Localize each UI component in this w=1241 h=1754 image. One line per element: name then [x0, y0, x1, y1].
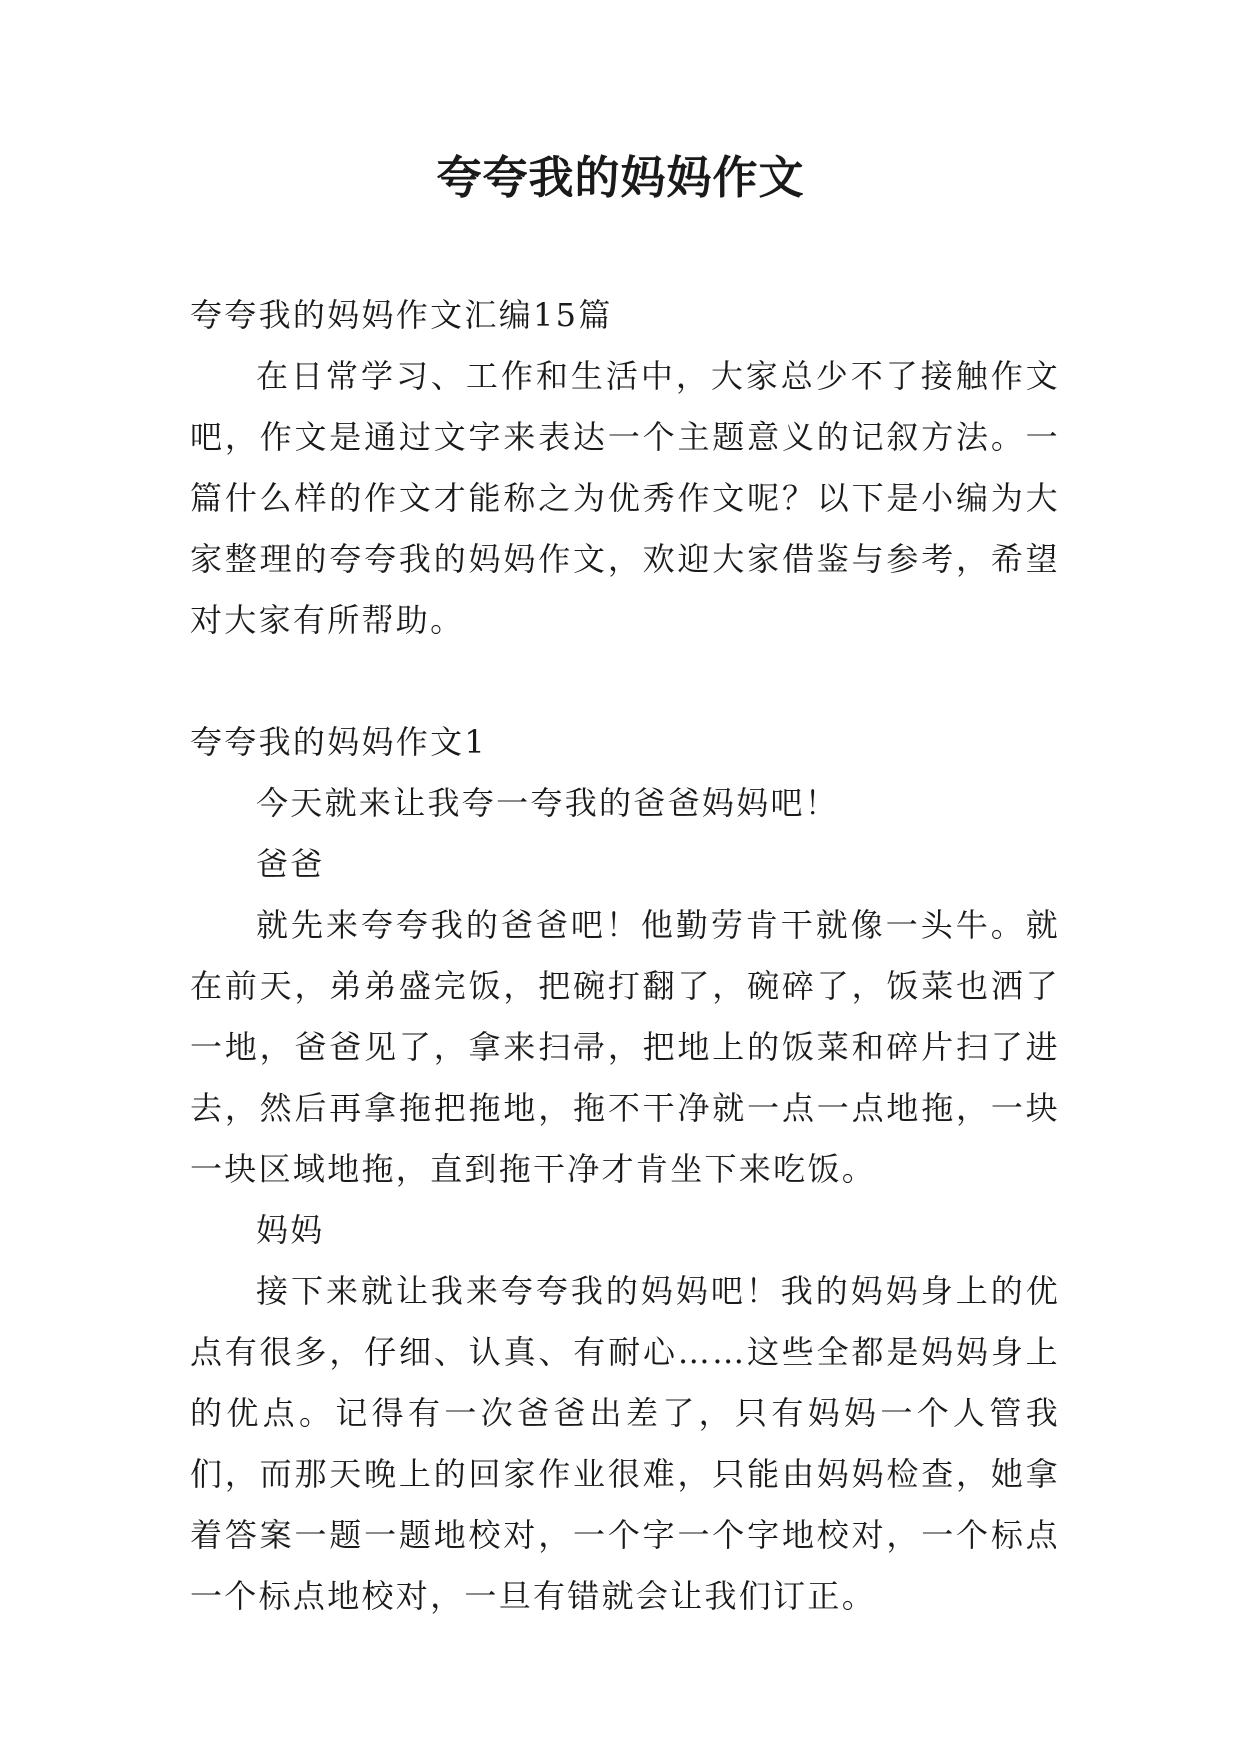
essay-subheading-mother: 妈妈 [256, 1211, 325, 1249]
essay-heading: 夸夸我的妈妈作文1 [190, 723, 488, 761]
document-title: 夸夸我的妈妈作文 [436, 151, 805, 204]
document-body [190, 285, 1060, 1627]
essay-paragraph-1: 今天就来让我夸一夸我的爸爸妈妈吧！ [256, 784, 840, 822]
section-spacer [190, 651, 1060, 712]
intro-paragraph: 在日常学习、工作和生活中，大家总少不了接触作文吧，作文是通过文字来表达一个主题意义的记叙方法。一篇什么样的作文才能称之为优秀作文呢？以下是小编为大家整理的夸夸我的妈妈作文，欢迎大家借鉴与参考，希望对大家有所帮助。 [190, 357, 1060, 639]
collection-heading: 夸夸我的妈妈作文汇编15篇 [190, 296, 613, 334]
essay-paragraph-father: 就先来夸夸我的爸爸吧！他勤劳肯干就像一头牛。就在前天，弟弟盛完饭，把碗打翻了，碗碎了，饭菜也洒了一地，爸爸见了，拿来扫帚，把地上的饭菜和碎片扫了进去，然后再拿拖把拖地，拖不干净就一点一点地拖，一块一块区域地拖，直到拖干净才肯坐下来吃饭。 [190, 906, 1060, 1188]
essay-paragraph-mother: 接下来就让我来夸夸我的妈妈吧！我的妈妈身上的优点有很多，仔细、认真、有耐心……这些全都是妈妈身上的优点。记得有一次爸爸出差了，只有妈妈一个人管我们，而那天晚上的回家作业很难，只能由妈妈检查，她拿着答案一题一题地校对，一个字一个字地校对，一个标点一个标点地校对，一旦有错就会让我们订正。 [190, 1272, 1060, 1615]
essay-subheading-father: 爸爸 [256, 845, 325, 883]
